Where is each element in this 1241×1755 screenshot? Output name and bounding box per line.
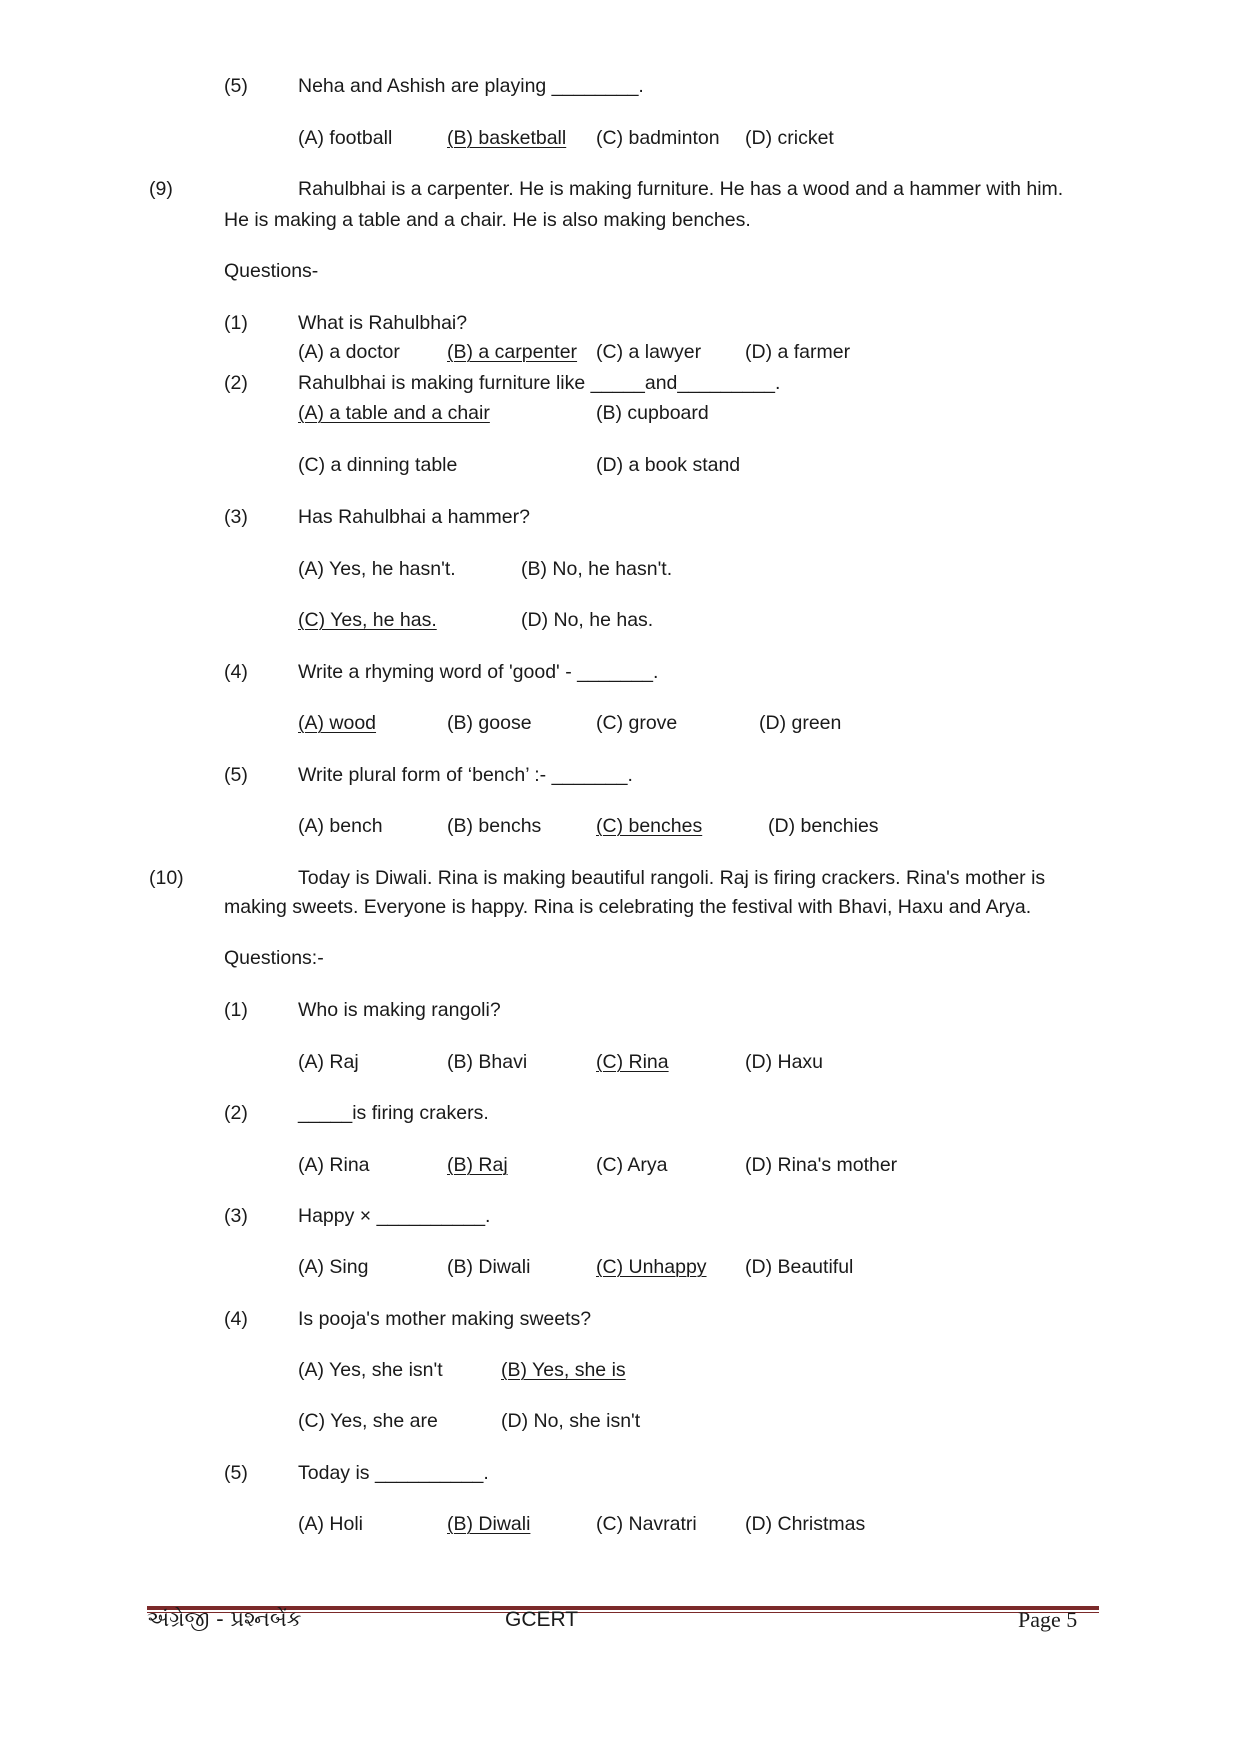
- question-number: (5): [224, 75, 248, 97]
- option-c: (C) a lawyer: [596, 341, 702, 363]
- option-a: (A) football: [298, 127, 393, 149]
- option-d: (D) benchies: [768, 815, 879, 837]
- questions-label: Questions:-: [224, 947, 324, 969]
- option-d: (D) cricket: [745, 127, 834, 149]
- option-b-answer: (B) basketball: [447, 127, 567, 149]
- question-number: (1): [224, 312, 248, 334]
- question-number: (2): [224, 1102, 248, 1124]
- passage-line: He is making a table and a chair. He is also making benches.: [224, 209, 751, 231]
- option-a: (A) Sing: [298, 1256, 369, 1278]
- question-text: Who is making rangoli?: [298, 999, 501, 1021]
- option-b-answer: (B) Diwali: [447, 1513, 531, 1535]
- questions-label: Questions-: [224, 260, 319, 282]
- option-d: (D) green: [759, 712, 842, 734]
- option-c-answer: (C) Rina: [596, 1051, 669, 1073]
- option-c: (C) Navratri: [596, 1513, 697, 1535]
- option-a-answer: (A) a table and a chair: [298, 402, 490, 424]
- option-a: (A) a doctor: [298, 341, 400, 363]
- option-c: (C) grove: [596, 712, 678, 734]
- question-text: Neha and Ashish are playing ________.: [298, 75, 644, 97]
- question-number: (4): [224, 661, 248, 683]
- question-text: Has Rahulbhai a hammer?: [298, 506, 530, 528]
- question-number: (2): [224, 372, 248, 394]
- option-d: (D) Christmas: [745, 1513, 866, 1535]
- option-a: (A) Yes, he hasn't.: [298, 558, 456, 580]
- question-number: (3): [224, 506, 248, 528]
- option-a: (A) bench: [298, 815, 383, 837]
- question-number: (1): [224, 999, 248, 1021]
- page-number: Page 5: [1018, 1607, 1078, 1632]
- option-b: (B) Diwali: [447, 1256, 531, 1278]
- question-text: _____is firing crakers.: [298, 1102, 489, 1124]
- question-text: Today is __________.: [298, 1462, 489, 1484]
- option-b-answer: (B) a carpenter: [447, 341, 578, 363]
- passage-number: (9): [149, 178, 173, 200]
- question-text: Write plural form of ‘bench’ :- _______.: [298, 764, 633, 786]
- option-b: (B) cupboard: [596, 402, 709, 424]
- question-number: (4): [224, 1308, 248, 1330]
- footer-publisher: GCERT: [505, 1608, 579, 1631]
- option-b-answer: (B) Raj: [447, 1154, 508, 1176]
- option-b: (B) No, he hasn't.: [521, 558, 673, 580]
- option-d: (D) Haxu: [745, 1051, 824, 1073]
- option-c: (C) badminton: [596, 127, 720, 149]
- question-number: (5): [224, 1462, 248, 1484]
- option-d: (D) a book stand: [596, 454, 741, 476]
- option-d: (D) No, she isn't: [501, 1410, 641, 1432]
- question-text: What is Rahulbhai?: [298, 312, 468, 334]
- option-a-answer: (A) wood: [298, 712, 377, 734]
- option-c-answer: (C) benches: [596, 815, 703, 837]
- option-b: (B) benchs: [447, 815, 542, 837]
- option-b: (B) goose: [447, 712, 532, 734]
- option-d: (D) Beautiful: [745, 1256, 854, 1278]
- option-b-answer: (B) Yes, she is: [501, 1359, 626, 1381]
- option-c-answer: (C) Yes, he has.: [298, 609, 437, 631]
- question-text: Write a rhyming word of 'good' - _______.: [298, 661, 659, 683]
- question-number: (5): [224, 764, 248, 786]
- option-a: (A) Rina: [298, 1154, 370, 1176]
- option-c: (C) a dinning table: [298, 454, 458, 476]
- question-text: Rahulbhai is making furniture like _____and_________.: [298, 372, 781, 394]
- question-number: (3): [224, 1205, 248, 1227]
- passage-line: Today is Diwali. Rina is making beautiful rangoli. Raj is firing crackers. Rina's mother is: [298, 867, 1046, 889]
- passage-line: Rahulbhai is a carpenter. He is making furniture. He has a wood and a hammer with him.: [298, 178, 1064, 200]
- option-a: (A) Yes, she isn't: [298, 1359, 443, 1381]
- option-d: (D) No, he has.: [521, 609, 654, 631]
- option-c: (C) Arya: [596, 1154, 668, 1176]
- question-text: Happy × __________.: [298, 1205, 491, 1227]
- option-b: (B) Bhavi: [447, 1051, 528, 1073]
- option-a: (A) Raj: [298, 1051, 359, 1073]
- option-a: (A) Holi: [298, 1513, 364, 1535]
- option-c-answer: (C) Unhappy: [596, 1256, 707, 1278]
- option-c: (C) Yes, she are: [298, 1410, 438, 1432]
- option-d: (D) a farmer: [745, 341, 851, 363]
- passage-line: making sweets. Everyone is happy. Rina is celebrating the festival with Bhavi, Haxu and Arya.: [224, 896, 1032, 918]
- footer-subject: અંગ્રેજી - પ્રશ્નબેંક: [147, 1607, 302, 1631]
- option-d: (D) Rina's mother: [745, 1154, 898, 1176]
- passage-number: (10): [149, 867, 184, 889]
- question-text: Is pooja's mother making sweets?: [298, 1308, 592, 1330]
